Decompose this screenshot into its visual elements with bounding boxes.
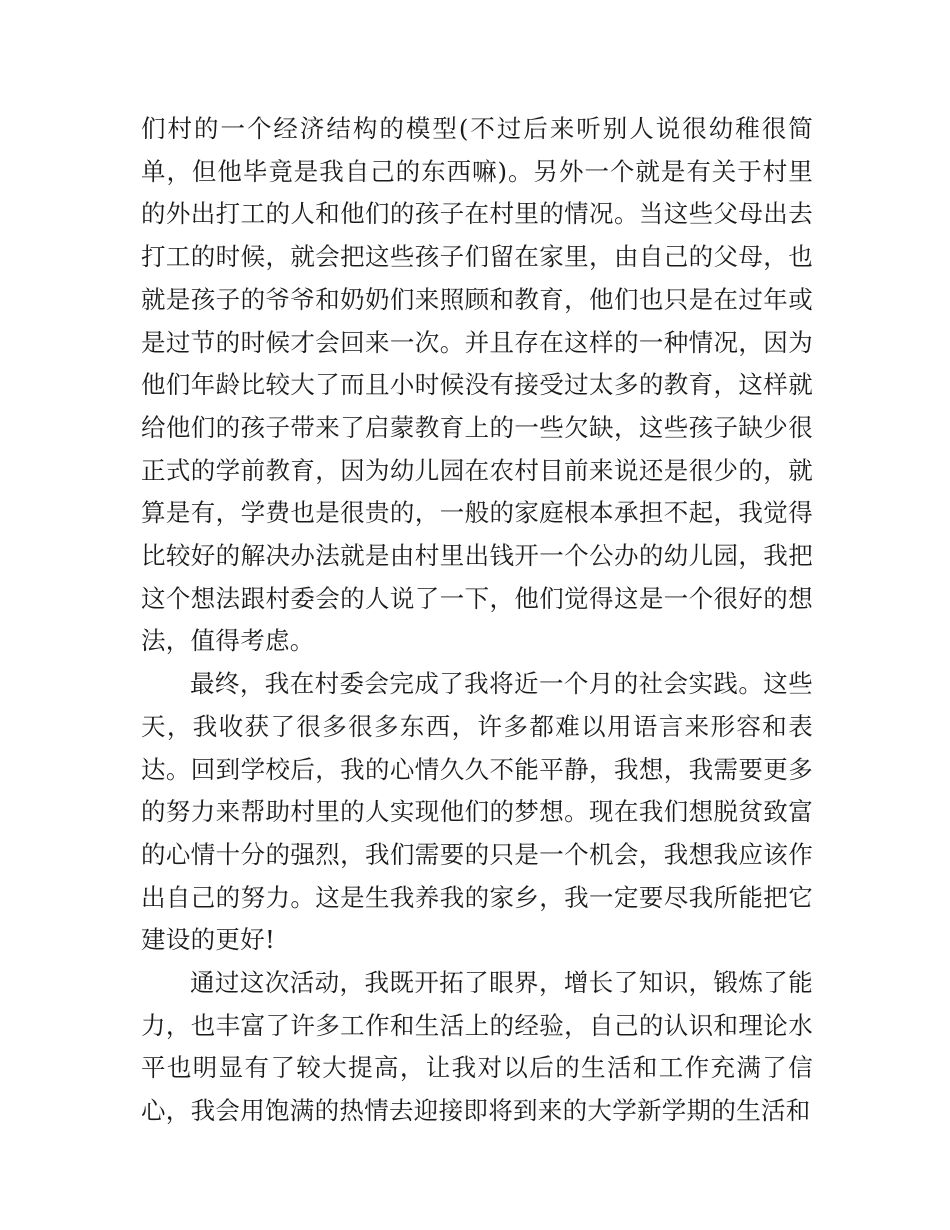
document-body xyxy=(141,108,813,1133)
paragraph-continuation: 们村的一个经济结构的模型(不过后来听别人说很幼稚很简单，但他毕竟是我自己的东西嘛)。另外一个就是有关于村里的外出打工的人和他们的孩子在村里的情况。当这些父母出去打工的时候，就会把这些孩子们留在家里，由自己的父母，也就是孩子的爷爷和奶奶们来照顾和教育，他们也只是在过年或是过节的时候才会回来一次。并且存在这样的一种情况，因为他们年龄比较大了而且小时候没有接受过太多的教育，这样就给他们的孩子带来了启蒙教育上的一些欠缺，这些孩子缺少很正式的学前教育，因为幼儿园在农村目前来说还是很少的，就算是有，学费也是很贵的，一般的家庭根本承担不起，我觉得比较好的解决办法就是由村里出钱开一个公办的幼儿园，我把这个想法跟村委会的人说了一下，他们觉得这是一个很好的想法，值得考虑。 xyxy=(141,114,813,656)
paragraph-conclusion: 最终，我在村委会完成了我将近一个月的社会实践。这些天，我收获了很多很多东西，许多都难以用语言来形容和表达。回到学校后，我的心情久久不能平静，我想，我需要更多的努力来帮助村里的人实现他们的梦想。现在我们想脱贫致富的心情十分的强烈，我们需要的只是一个机会，我想我应该作出自己的努力。这是生我养我的家乡，我一定要尽我所能把它建设的更好! xyxy=(141,669,813,955)
paragraph-reflection: 通过这次活动，我既开拓了眼界，增长了知识，锻炼了能力，也丰富了许多工作和生活上的经验，自己的认识和理论水平也明显有了较大提高，让我对以后的生活和工作充满了信心，我会用饱满的热情去迎接即将到来的大学新学期的生活和 xyxy=(141,968,813,1126)
